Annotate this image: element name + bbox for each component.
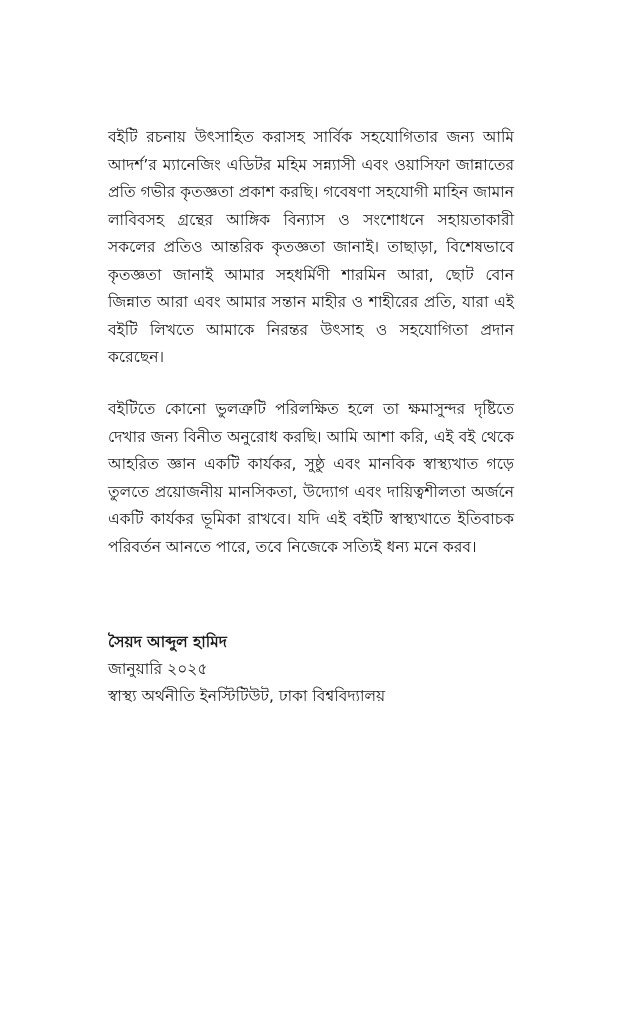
signature-block [108,629,528,710]
acknowledgement-paragraph-2: বইটিতে কোনো ভুলত্রুটি পরিলক্ষিত হলে তা ক্ষমাসুন্দর দৃষ্টিতে দেখার জন্য বিনীত অনুরোধ করছি। আমি আশা করি, এই বই থেকে আহরিত জ্ঞান একটি কার্যকর, সুষ্ঠু এবং মানবিক স্বাস্থ্যখাত গড়ে তুলতে প্রয়োজনীয় মানসিকতা, উদ্যোগ এবং দায়িত্বশীলতা অর্জনে একটি কার্যকর ভূমিকা রাখবে। যদি এই বইটি স্বাস্থ্যখাতে ইতিবাচক পরিবর্তন আনতে পারে, তবে নিজেকে সত্যিই ধন্য মনে করব। [108,400,514,556]
author-affiliation: স্বাস্থ্য অর্থনীতি ইনস্টিটিউট, ঢাকা বিশ্ববিদ্যালয় [108,687,386,705]
acknowledgement-paragraph-1: বইটি রচনায় উৎসাহিত করাসহ সার্বিক সহযোগিতার জন্য আমি আদর্শ’র ম্যানেজিং এডিটর মহিম সন্ন্যাসী এবং ওয়াসিফা জান্নাতের প্রতি গভীর কৃতজ্ঞতা প্রকাশ করছি। গবেষণা সহযোগী মাহিন জামান লাবিবসহ গ্রন্থের আঙ্গিক বিন্যাস ও সংশোধনে সহায়তাকারী সকলের প্রতিও আন্তরিক কৃতজ্ঞতা জানাই। তাছাড়া, বিশেষভাবে কৃতজ্ঞতা জানাই আমার সহধর্মিণী শারমিন আরা, ছোট বোন জিন্নাত আরা এবং আমার সন্তান মাহীর ও শাহীরের প্রতি, যারা এই বইটি লিখতে আমাকে নিরন্তর উৎসাহ ও সহযোগিতা প্রদান করেছেন। [108,128,514,366]
signature-date: জানুয়ারি ২০২৫ [108,660,208,678]
author-name: সৈয়দ আব্দুল হামিদ [108,633,227,651]
